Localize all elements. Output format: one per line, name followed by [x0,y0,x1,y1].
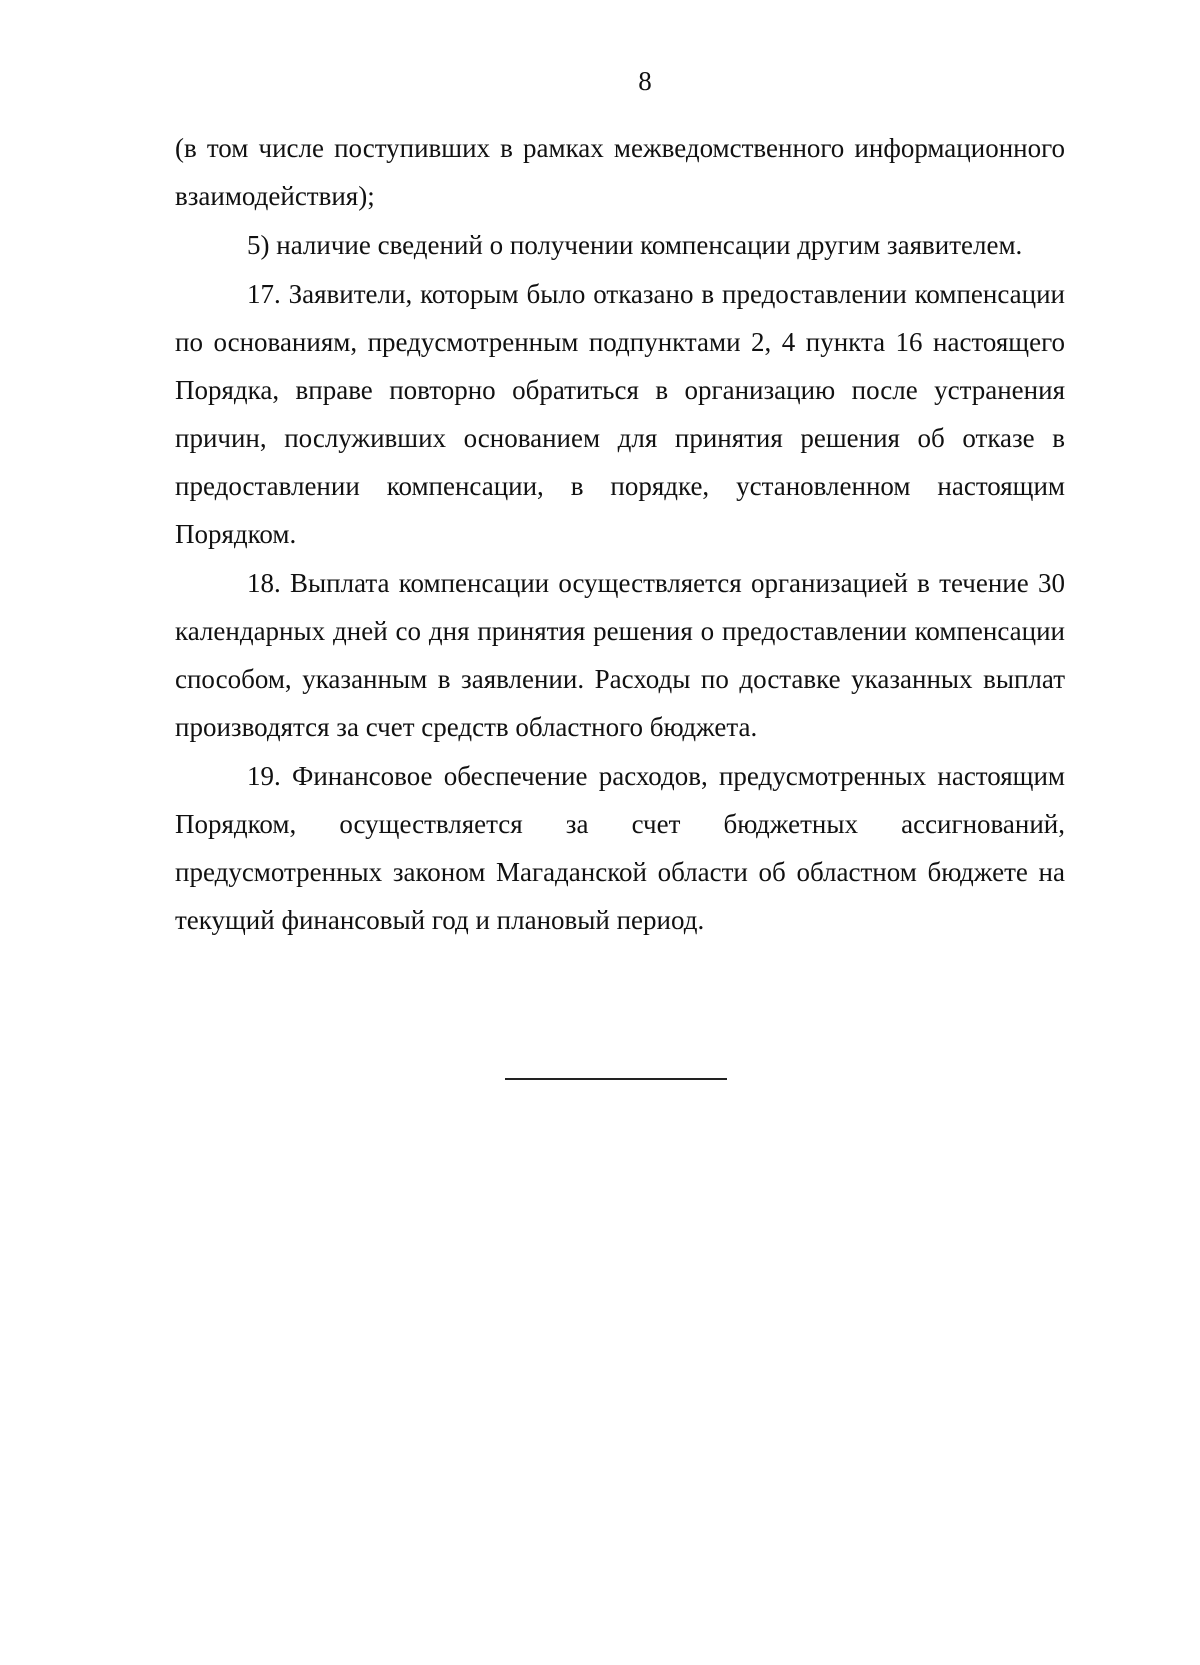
document-body [175,124,1065,944]
paragraph-item-18: 18. Выплата компенсации осуществляется организацией в течение 30 календарных дней со дня принятия решения о предоставлении компенсации способом, указанным в заявлении. Расходы по доставке указанных выплат производятся за счет средств областного бюджета. [175,568,1065,742]
paragraph-item-5: 5) наличие сведений о получении компенсации другим заявителем. [247,230,1023,260]
page-number: 8 [638,66,652,96]
paragraph-item-19: 19. Финансовое обеспечение расходов, предусмотренных настоящим Порядком, осуществляется за счет бюджетных ассигнований, предусмотренных законом Магаданской области об областном бюджете на текущий финансовый год и плановый период. [175,761,1065,935]
paragraph-item-17: 17. Заявители, которым было отказано в предоставлении компенсации по основаниям, предусмотренным подпунктами 2, 4 пункта 16 настоящего Порядка, вправе повторно обратиться в организацию после устранения причин, послуживших основанием для принятия решения об отказе в предоставлении компенсации, в порядке, установленном настоящим Порядком. [175,279,1065,549]
paragraph-continuation: (в том числе поступивших в рамках межведомственного информационного взаимодействия); [175,133,1065,211]
end-separator-line [505,1078,727,1080]
